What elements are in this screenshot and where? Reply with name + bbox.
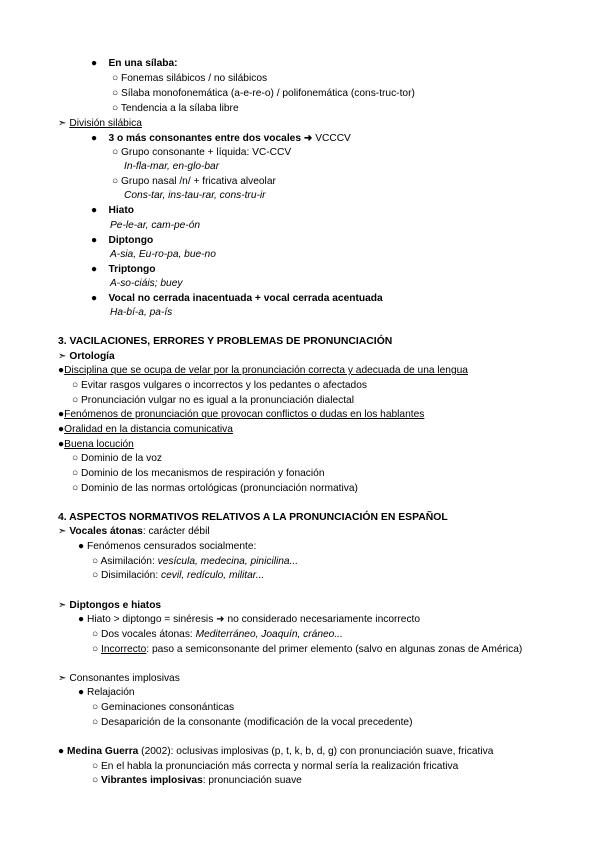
list-item: ○ Fonemas silábicos / no silábicos xyxy=(112,73,268,84)
circle-bullet-icon: ○ xyxy=(72,380,79,391)
list-item: ● Hiato > diptongo = sinéresis ➜ no considerado necesariamente incorrecto xyxy=(78,614,421,625)
circle-bullet-icon: ○ xyxy=(72,468,79,479)
example-text: Ha-bí-a, pa-ís xyxy=(110,307,173,318)
disc-bullet-icon: ● xyxy=(91,205,98,216)
bullet-en-una-silaba xyxy=(91,57,178,70)
disc-bullet-icon: ● xyxy=(91,133,98,144)
circle-bullet-icon: ○ xyxy=(72,483,79,494)
list-item: ○ Dominio de los mecanismos de respiración y fonación xyxy=(72,468,325,479)
arrow-bullet-icon: ➣ xyxy=(58,673,67,684)
list-item: ○ Pronunciación vulgar no es igual a la pronunciación dialectal xyxy=(72,395,354,406)
example-text: A-so-ciáis; buey xyxy=(110,278,183,289)
circle-bullet-icon: ○ xyxy=(72,395,79,406)
disc-bullet-icon: ● xyxy=(78,541,85,552)
disc-bullet-icon: ● xyxy=(91,58,98,69)
section-4-heading: 4. ASPECTOS NORMATIVOS RELATIVOS A LA PRONUNCIACIÓN EN ESPAÑOL xyxy=(58,512,448,523)
list-item: ● Relajación xyxy=(78,687,135,698)
section-3-heading: 3. VACILACIONES, ERRORES Y PROBLEMAS DE PRONUNCIACIÓN xyxy=(58,336,393,347)
list-item: ○ Vibrantes implosivas: pronunciación suave xyxy=(92,775,302,786)
arrow-bullet-icon: ➣ xyxy=(58,351,67,362)
disc-bullet-icon: ● xyxy=(58,746,65,757)
disc-bullet-icon: ● xyxy=(78,687,85,698)
bullet-diptongo: ● Diptongo xyxy=(91,235,154,246)
consonantes-implosivas-title: ➣ Consonantes implosivas xyxy=(58,673,180,684)
example-text: In-fla-mar, en-glo-bar xyxy=(124,161,220,172)
disc-bullet-icon: ● xyxy=(91,293,98,304)
example-text: A-sia, Eu-ro-pa, bue-no xyxy=(110,249,216,260)
list-item: ●Oralidad en la distancia comunicativa xyxy=(58,424,233,435)
circle-bullet-icon: ○ xyxy=(92,556,99,567)
disc-bullet-icon: ● xyxy=(91,235,98,246)
list-item: ○ Incorrecto: paso a semiconsonante del primer elemento (salvo en algunas zonas de América) xyxy=(92,644,523,655)
bullet-triptongo: ● Triptongo xyxy=(91,264,156,275)
circle-bullet-icon: ○ xyxy=(112,103,119,114)
division-silabica-title: ➣ División silábica xyxy=(58,118,142,129)
bullet-hiato: ● Hiato xyxy=(91,205,134,216)
circle-bullet-icon: ○ xyxy=(112,73,119,84)
arrow-bullet-icon: ➣ xyxy=(58,118,67,129)
bullet-vocal-no-cerrada: ● Vocal no cerrada inacentuada + vocal cerrada acentuada xyxy=(91,293,383,304)
example-text: Pe-le-ar, cam-pe-ón xyxy=(110,220,201,231)
circle-bullet-icon: ○ xyxy=(92,761,99,772)
list-item: ○ Desaparición de la consonante (modificación de la vocal precedente) xyxy=(92,717,413,728)
circle-bullet-icon: ○ xyxy=(92,629,99,640)
disc-bullet-icon: ● xyxy=(58,424,65,435)
disc-bullet-icon: ● xyxy=(91,264,98,275)
arrow-bullet-icon: ➣ xyxy=(58,526,67,537)
circle-bullet-icon: ○ xyxy=(92,702,99,713)
list-item: ○ Evitar rasgos vulgares o incorrectos y los pedantes o afectados xyxy=(72,380,367,391)
circle-bullet-icon: ○ xyxy=(92,570,99,581)
circle-bullet-icon: ○ xyxy=(92,644,99,655)
ortologia-title: ➣ Ortología xyxy=(58,351,115,362)
list-item: ○ Asimilación: vesícula, medecina, pinicilina... xyxy=(92,556,299,567)
disc-bullet-icon: ● xyxy=(58,439,65,450)
bullet-consonantes: ● 3 o más consonantes entre dos vocales ➜ VCCCV xyxy=(91,133,351,144)
list-item: ○ Dominio de la voz xyxy=(72,453,162,464)
list-item: ● Medina Guerra (2002): oclusivas implosivas (p, t, k, b, d, g) con pronunciación suave, fricativa xyxy=(58,746,494,757)
list-item: ○ Disimilación: cevil, redículo, militar... xyxy=(92,570,265,581)
list-item: ●Buena locución xyxy=(58,439,134,450)
list-item: ○ Sílaba monofonemática (a-e-re-o) / polifonemática (cons-truc-tor) xyxy=(112,88,415,99)
disc-bullet-icon: ● xyxy=(78,614,85,625)
circle-bullet-icon: ○ xyxy=(112,88,119,99)
list-item: ○ Geminaciones consonánticas xyxy=(92,702,235,713)
circle-bullet-icon: ○ xyxy=(92,775,99,786)
disc-bullet-icon: ● xyxy=(58,365,65,376)
list-item: ○ En el habla la pronunciación más correcta y normal sería la realización fricativa xyxy=(92,761,459,772)
vocales-atonas-title: ➣ Vocales átonas: carácter débil xyxy=(58,526,210,537)
disc-bullet-icon: ● xyxy=(58,409,65,420)
circle-bullet-icon: ○ xyxy=(92,717,99,728)
heading-en-una-silaba: En una sílaba: xyxy=(108,58,178,69)
list-item: ●Fenómenos de pronunciación que provocan conflictos o dudas en los hablantes xyxy=(58,409,425,420)
circle-bullet-icon: ○ xyxy=(112,176,119,187)
example-text: Cons-tar, ins-tau-rar, cons-tru-ir xyxy=(124,190,266,201)
circle-bullet-icon: ○ xyxy=(72,453,79,464)
list-item: ○ Dos vocales átonas: Mediterráneo, Joaquín, cráneo... xyxy=(92,629,343,640)
list-item: ○ Grupo nasal /n/ + fricativa alveolar xyxy=(112,176,276,187)
list-item: ○ Grupo consonante + líquida: VC-CCV xyxy=(112,147,292,158)
arrow-bullet-icon: ➣ xyxy=(58,600,67,611)
list-item: ○ Dominio de las normas ortológicas (pronunciación normativa) xyxy=(72,483,358,494)
list-item: ● Fenómenos censurados socialmente: xyxy=(78,541,257,552)
diptongos-hiatos-title: ➣ Diptongos e hiatos xyxy=(58,600,162,611)
list-item: ●Disciplina que se ocupa de velar por la pronunciación correcta y adecuada de una lengua xyxy=(58,365,468,376)
circle-bullet-icon: ○ xyxy=(112,147,119,158)
list-item: ○ Tendencia a la sílaba libre xyxy=(112,103,239,114)
